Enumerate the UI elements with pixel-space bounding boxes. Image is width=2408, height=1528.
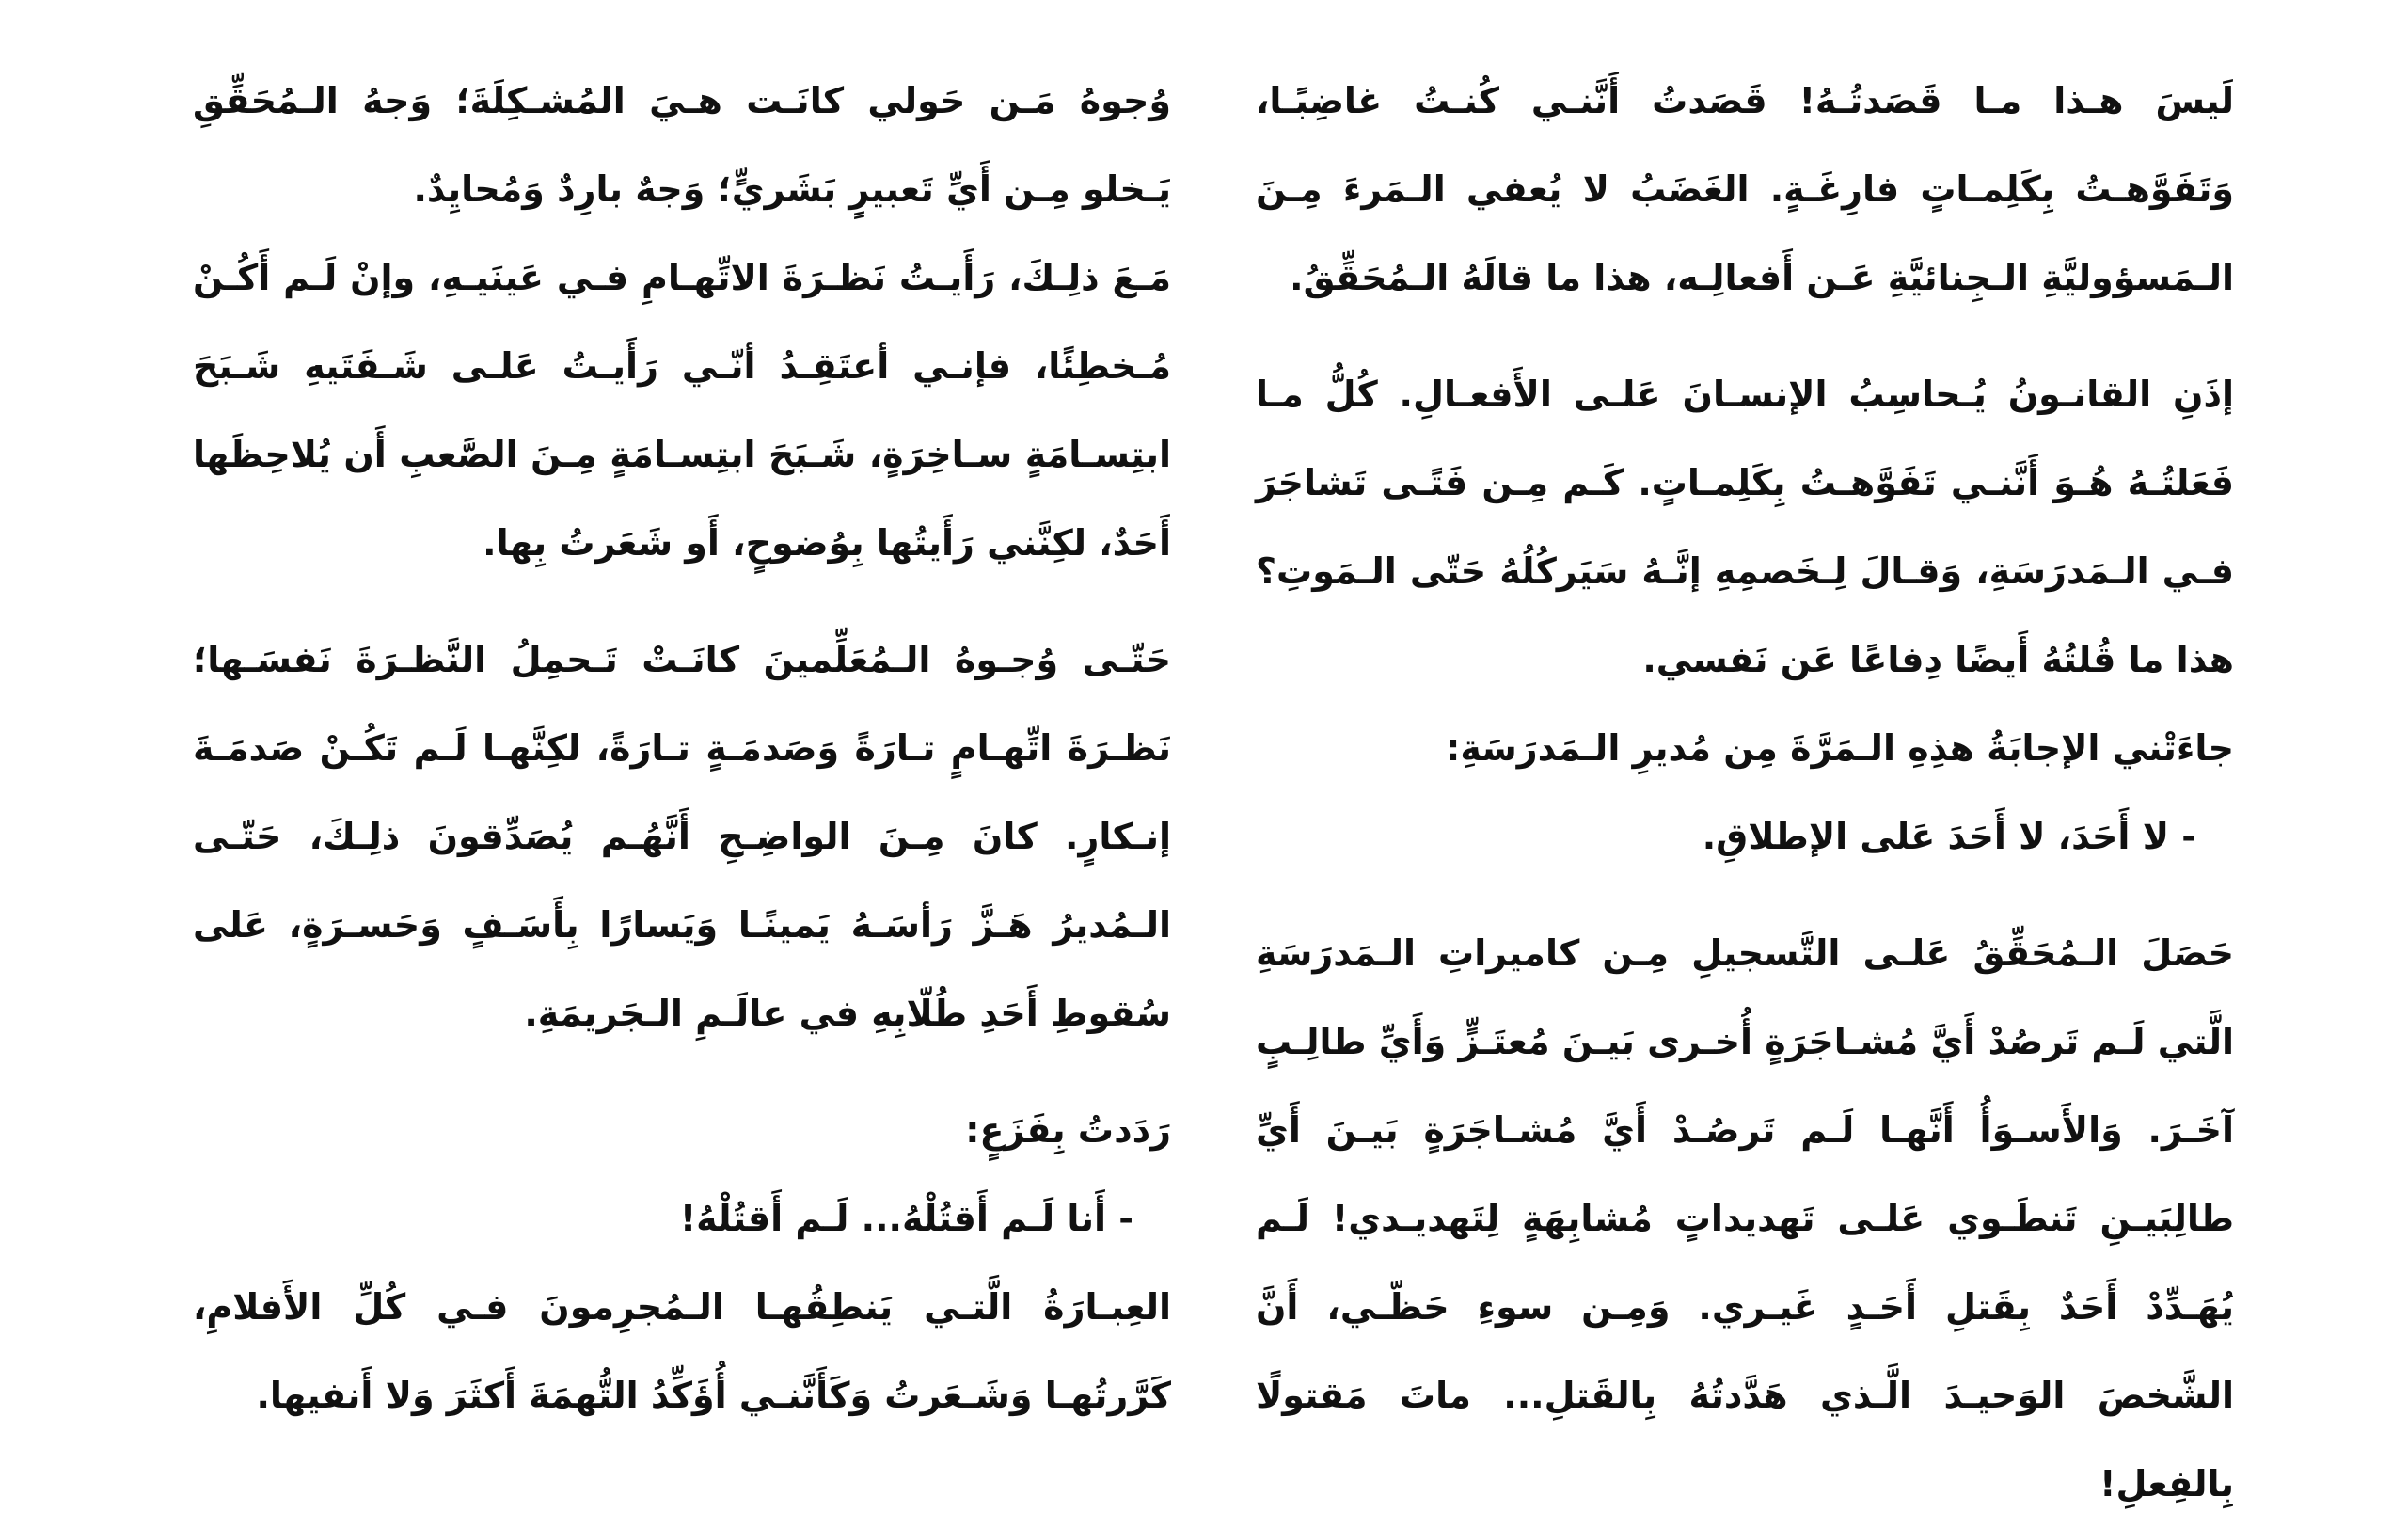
left-page [193,56,1171,1440]
right-page [1256,56,2234,1528]
paragraph: جاءَتْني الإجابَةُ هذِهِ الـمَرَّةَ مِن مُديرِ الـمَدرَسَةِ: [1446,727,2234,769]
paragraph: رَدَدتُ بِفَزَعٍ: [965,1109,1171,1151]
paragraph: إذَنِ القانـونُ يُـحاسِبُ الإنسـانَ عَلـى الأَفعـالِ. كُلُّ مـا فَعَلتُـهُ هُـوَ أَنَّنـي تَفَوَّهـتُ بِكَلِمـاتٍ. كَـم مِـن فَتًـى تَشاجَرَ فـي الـمَدرَسَةِ، وَقـالَ لِـخَصمِهِ إنَّـهُ سَيَركُلُهُ حَتّى الـمَوتِ؟ هذا ما قُلتُهُ أَيضًا دِفاعًا عَن نَفسي. [1256,374,2234,680]
paragraph: مَـعَ ذلِـكَ، رَأَيـتُ نَظـرَةَ الاتِّهـامِ فـي عَينَيـهِ، وإنْ لَـم أَكُـنْ مُـخطِئًا، فإنـي أعتَقِـدُ أنّـي رَأَيـتُ عَلـى شَـفَتَيهِ شَـبَحَ ابتِسـامَةٍ سـاخِرَةٍ، شَـبَحَ ابتِسـامَةٍ مِـنَ الصَّعبِ أَن يُلاحِظَها أَحَدٌ، لكِنَّني رَأَيتُها بِوُضوحٍ، أَو شَعَرتُ بِها. [193,257,1171,564]
dialogue-line: - لا أَحَدَ، لا أَحَدَ عَلى الإطلاقِ. [1702,816,2196,857]
paragraph: حَتّـى وُجـوهُ الـمُعَلِّمينَ كانَـتْ تَـحمِلُ النَّظـرَةَ نَفسَـها؛ نَظـرَةَ اتِّهـامٍ تـارَةً وَصَدمَـةٍ تـارَةً، لكِنَّهـا لَـم تَكُـنْ صَدمَـةَ إنـكارٍ. كانَ مِـنَ الواضِـحِ أَنَّهُـم يُصَدِّقونَ ذلِـكَ، حَتّـى الـمُديرُ هَـزَّ رَأسَـهُ يَمينًـا وَيَسارًا بِأَسَـفٍ وَحَسـرَةٍ، عَلى سُقوطِ أَحَدِ طُلّابِهِ في عالَـمِ الـجَريمَةِ. [193,639,1171,1034]
paragraph: وُجوهُ مَـن حَولي كانَـت هـيَ المُشـكِلَةَ؛ وَجهُ الـمُحَقِّقِ يَـخلو مِـن أَيِّ تَعبيرٍ بَشَريٍّ؛ وَجهٌ بارِدٌ وَمُحايِدٌ. [193,80,1171,210]
paragraph: لَيسَ هـذا مـا قَصَدتُـهُ! قَصَدتُ أَنَّنـي كُنـتُ غاضِبًـا، وَتَفَوَّهـتُ بِكَلِمـاتٍ فارِغَـةٍ. الغَضَبُ لا يُعفي الـمَرءَ مِـنَ الـمَسؤوليَّةِ الـجِنائيَّةِ عَـن أَفعالِـه، هذا ما قالَهُ الـمُحَقِّقُ. [1256,80,2234,298]
dialogue-line: - أَنا لَـم أَقتُلْهُ... لَـم أَقتُلْهُ! [679,1198,1133,1239]
paragraph: العِبـارَةُ الَّتـي يَنطِقُهـا الـمُجرِمونَ فـي كُلِّ الأَفلامِ، كَرَّرتُهـا وَشَـعَرتُ وَكَأَنَّنـي أُؤَكِّدُ التُّهمَةَ أَكثَرَ وَلا أَنفيها. [193,1286,1171,1416]
paragraph: حَصَلَ الـمُحَقِّقُ عَلـى التَّسجيلِ مِـن كاميراتِ الـمَدرَسَةِ الَّتي لَـم تَرصُدْ أَيَّ مُشـاجَرَةٍ أُخـرى بَيـنَ مُعتَـزٍّ وَأَيِّ طالِـبٍ آخَـرَ. وَالأَسـوَأُ أَنَّهـا لَـم تَرصُـدْ أَيَّ مُشـاجَرَةٍ بَيـنَ أَيِّ طالِبَيـنِ تَنطَـوي عَلـى تَهديداتٍ مُشابِهَةٍ لِتَهديـدي! لَـم يُهَـدِّدْ أَحَدٌ بِقَتلِ أَحَـدٍ غَيـري. وَمِـن سوءِ حَظّـي، أَنَّ الشَّخصَ الوَحيـدَ الَّـذي هَدَّدتُهُ بِالقَتلِ... ماتَ مَقتولًا بِالفِعلِ! [1256,932,2234,1504]
